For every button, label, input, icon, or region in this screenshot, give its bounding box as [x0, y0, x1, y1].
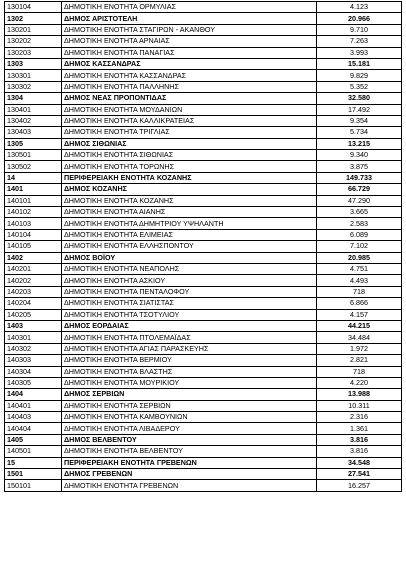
- code-cell: 140403: [5, 412, 62, 423]
- code-cell: 140202: [5, 275, 62, 286]
- table-row-total: [5, 434, 402, 445]
- table-row: [5, 309, 402, 320]
- value-cell: 7.102: [317, 241, 402, 252]
- code-cell: 130501: [5, 150, 62, 161]
- table-row: [5, 195, 402, 206]
- name-cell: ΔΗΜΟΤΙΚΗ ΕΝΟΤΗΤΑ ΜΟΥΔΑΝΙΩΝ: [62, 104, 317, 115]
- name-cell: ΔΗΜΟΤΙΚΗ ΕΝΟΤΗΤΑ ΕΛΛΗΣΠΟΝΤΟΥ: [62, 241, 317, 252]
- name-cell: ΔΗΜΟΤΙΚΗ ΕΝΟΤΗΤΑ ΤΡΙΓΛΙΑΣ: [62, 127, 317, 138]
- name-cell: ΔΗΜΟΤΙΚΗ ΕΝΟΤΗΤΑ ΑΓΙΑΣ ΠΑΡΑΣΚΕΥΗΣ: [62, 343, 317, 354]
- table-row-total: [5, 93, 402, 104]
- code-cell: 1501: [5, 469, 62, 480]
- value-cell: 66.729: [317, 184, 402, 195]
- value-cell: 20.966: [317, 13, 402, 24]
- name-cell: ΔΗΜΟΤΙΚΗ ΕΝΟΤΗΤΑ ΣΤΑΓΙΡΩΝ - ΑΚΑΝΘΟΥ: [62, 24, 317, 35]
- name-cell: ΔΗΜΟΣ ΒΟΪΟΥ: [62, 252, 317, 263]
- table-row: [5, 207, 402, 218]
- code-cell: 140305: [5, 377, 62, 388]
- code-cell: 140205: [5, 309, 62, 320]
- name-cell: ΔΗΜΟΤΙΚΗ ΕΝΟΤΗΤΑ ΠΕΝΤΑΛΟΦΟΥ: [62, 286, 317, 297]
- value-cell: 10.311: [317, 400, 402, 411]
- value-cell: 9.354: [317, 115, 402, 126]
- code-cell: 140104: [5, 229, 62, 240]
- name-cell: ΔΗΜΟΤΙΚΗ ΕΝΟΤΗΤΑ ΕΛΙΜΕΙΑΣ: [62, 229, 317, 240]
- code-cell: 130201: [5, 24, 62, 35]
- name-cell: ΔΗΜΟΤΙΚΗ ΕΝΟΤΗΤΑ ΒΛΑΣΤΗΣ: [62, 366, 317, 377]
- value-cell: 4.157: [317, 309, 402, 320]
- table-row-total: [5, 320, 402, 331]
- value-cell: 34.548: [317, 457, 402, 468]
- value-cell: 1.361: [317, 423, 402, 434]
- name-cell: ΔΗΜΟΤΙΚΗ ΕΝΟΤΗΤΑ ΚΑΜΒΟΥΝΙΩΝ: [62, 412, 317, 423]
- code-cell: 140304: [5, 366, 62, 377]
- value-cell: 718: [317, 366, 402, 377]
- table-row: [5, 332, 402, 343]
- table-row: [5, 400, 402, 411]
- value-cell: 9.829: [317, 70, 402, 81]
- table-row: [5, 24, 402, 35]
- code-cell: 1305: [5, 138, 62, 149]
- name-cell: ΔΗΜΟΤΙΚΗ ΕΝΟΤΗΤΑ ΠΑΝΑΓΙΑΣ: [62, 47, 317, 58]
- table-row: [5, 47, 402, 58]
- value-cell: 3.816: [317, 434, 402, 445]
- code-cell: 130203: [5, 47, 62, 58]
- code-cell: 130502: [5, 161, 62, 172]
- value-cell: 5.734: [317, 127, 402, 138]
- value-cell: 27.541: [317, 469, 402, 480]
- name-cell: ΔΗΜΟΤΙΚΗ ΕΝΟΤΗΤΑ ΔΗΜΗΤΡΙΟΥ ΥΨΗΛΑΝΤΗ: [62, 218, 317, 229]
- name-cell: ΔΗΜΟΤΙΚΗ ΕΝΟΤΗΤΑ ΜΟΥΡΙΚΙΟΥ: [62, 377, 317, 388]
- table-row-total: [5, 58, 402, 69]
- name-cell: ΔΗΜΟΤΙΚΗ ΕΝΟΤΗΤΑ ΑΣΚΙΟΥ: [62, 275, 317, 286]
- name-cell: ΔΗΜΟΤΙΚΗ ΕΝΟΤΗΤΑ ΒΕΡΜΙΟΥ: [62, 355, 317, 366]
- name-cell: ΔΗΜΟΣ ΣΕΡΒΙΩΝ: [62, 389, 317, 400]
- code-cell: 130104: [5, 2, 62, 13]
- name-cell: ΔΗΜΟΤΙΚΗ ΕΝΟΤΗΤΑ ΑΙΑΝΗΣ: [62, 207, 317, 218]
- name-cell: ΠΕΡΙΦΕΡΕΙΑΚΗ ΕΝΟΤΗΤΑ ΓΡΕΒΕΝΩΝ: [62, 457, 317, 468]
- code-cell: 130301: [5, 70, 62, 81]
- code-cell: 1302: [5, 13, 62, 24]
- table-row: [5, 161, 402, 172]
- name-cell: ΔΗΜΟΤΙΚΗ ΕΝΟΤΗΤΑ ΣΕΡΒΙΩΝ: [62, 400, 317, 411]
- name-cell: ΔΗΜΟΤΙΚΗ ΕΝΟΤΗΤΑ ΤΣΟΤΥΛΙΟΥ: [62, 309, 317, 320]
- name-cell: ΔΗΜΟΣ ΣΙΘΩΝΙΑΣ: [62, 138, 317, 149]
- table-row-total: [5, 172, 402, 183]
- table-row: [5, 218, 402, 229]
- value-cell: 2.316: [317, 412, 402, 423]
- name-cell: ΠΕΡΙΦΕΡΕΙΑΚΗ ΕΝΟΤΗΤΑ ΚΟΖΑΝΗΣ: [62, 172, 317, 183]
- table-row: [5, 366, 402, 377]
- code-cell: 140501: [5, 446, 62, 457]
- code-cell: 130402: [5, 115, 62, 126]
- value-cell: 6.866: [317, 298, 402, 309]
- code-cell: 150101: [5, 480, 62, 491]
- name-cell: ΔΗΜΟΤΙΚΗ ΕΝΟΤΗΤΑ ΚΑΣΣΑΝΔΡΑΣ: [62, 70, 317, 81]
- table-row-total: [5, 138, 402, 149]
- code-cell: 1303: [5, 58, 62, 69]
- name-cell: ΔΗΜΟΤΙΚΗ ΕΝΟΤΗΤΑ ΓΡΕΒΕΝΩΝ: [62, 480, 317, 491]
- value-cell: 34.484: [317, 332, 402, 343]
- table-row: [5, 343, 402, 354]
- table-body: [5, 2, 402, 492]
- value-cell: 16.257: [317, 480, 402, 491]
- value-cell: 5.352: [317, 81, 402, 92]
- code-cell: 1403: [5, 320, 62, 331]
- code-cell: 14: [5, 172, 62, 183]
- code-cell: 140302: [5, 343, 62, 354]
- code-cell: 140101: [5, 195, 62, 206]
- code-cell: 140103: [5, 218, 62, 229]
- code-cell: 140102: [5, 207, 62, 218]
- code-cell: 140404: [5, 423, 62, 434]
- code-cell: 1304: [5, 93, 62, 104]
- value-cell: 9.710: [317, 24, 402, 35]
- value-cell: 9.340: [317, 150, 402, 161]
- code-cell: 140105: [5, 241, 62, 252]
- value-cell: 3.665: [317, 207, 402, 218]
- code-cell: 140203: [5, 286, 62, 297]
- value-cell: 3.875: [317, 161, 402, 172]
- table-row: [5, 446, 402, 457]
- value-cell: 13.988: [317, 389, 402, 400]
- table-row: [5, 412, 402, 423]
- name-cell: ΔΗΜΟΣ ΕΟΡΔΑΙΑΣ: [62, 320, 317, 331]
- name-cell: ΔΗΜΟΤΙΚΗ ΕΝΟΤΗΤΑ ΠΤΟΛΕΜΑΪΔΑΣ: [62, 332, 317, 343]
- value-cell: 44.215: [317, 320, 402, 331]
- value-cell: 2.583: [317, 218, 402, 229]
- value-cell: 4.493: [317, 275, 402, 286]
- table-row-total: [5, 389, 402, 400]
- name-cell: ΔΗΜΟΤΙΚΗ ΕΝΟΤΗΤΑ ΝΕΑΠΟΛΗΣ: [62, 263, 317, 274]
- table-row: [5, 263, 402, 274]
- code-cell: 140201: [5, 263, 62, 274]
- code-cell: 1405: [5, 434, 62, 445]
- value-cell: 3.816: [317, 446, 402, 457]
- name-cell: ΔΗΜΟΤΙΚΗ ΕΝΟΤΗΤΑ ΣΙΑΤΙΣΤΑΣ: [62, 298, 317, 309]
- value-cell: 20.985: [317, 252, 402, 263]
- code-cell: 130302: [5, 81, 62, 92]
- value-cell: 13.215: [317, 138, 402, 149]
- code-cell: 130202: [5, 36, 62, 47]
- table-row: [5, 377, 402, 388]
- name-cell: ΔΗΜΟΤΙΚΗ ΕΝΟΤΗΤΑ ΚΟΖΑΝΗΣ: [62, 195, 317, 206]
- name-cell: ΔΗΜΟΤΙΚΗ ΕΝΟΤΗΤΑ ΠΑΛΛΗΝΗΣ: [62, 81, 317, 92]
- table-row: [5, 115, 402, 126]
- code-cell: 1401: [5, 184, 62, 195]
- code-cell: 140301: [5, 332, 62, 343]
- table-row: [5, 229, 402, 240]
- value-cell: 4.751: [317, 263, 402, 274]
- table-row: [5, 298, 402, 309]
- code-cell: 1404: [5, 389, 62, 400]
- name-cell: ΔΗΜΟΤΙΚΗ ΕΝΟΤΗΤΑ ΣΙΘΩΝΙΑΣ: [62, 150, 317, 161]
- value-cell: 6.089: [317, 229, 402, 240]
- table-row: [5, 104, 402, 115]
- table-row: [5, 275, 402, 286]
- table-row: [5, 36, 402, 47]
- name-cell: ΔΗΜΟΤΙΚΗ ΕΝΟΤΗΤΑ ΤΟΡΩΝΗΣ: [62, 161, 317, 172]
- code-cell: 140401: [5, 400, 62, 411]
- name-cell: ΔΗΜΟΣ ΝΕΑΣ ΠΡΟΠΟΝΤΙΔΑΣ: [62, 93, 317, 104]
- table-row-total: [5, 13, 402, 24]
- table-row: [5, 480, 402, 491]
- name-cell: ΔΗΜΟΤΙΚΗ ΕΝΟΤΗΤΑ ΑΡΝΑΙΑΣ: [62, 36, 317, 47]
- value-cell: 1.972: [317, 343, 402, 354]
- code-cell: 15: [5, 457, 62, 468]
- name-cell: ΔΗΜΟΣ ΒΕΛΒΕΝΤΟΥ: [62, 434, 317, 445]
- code-cell: 130401: [5, 104, 62, 115]
- table-row-total: [5, 184, 402, 195]
- name-cell: ΔΗΜΟΤΙΚΗ ΕΝΟΤΗΤΑ ΛΙΒΑΔΕΡΟΥ: [62, 423, 317, 434]
- value-cell: 149.733: [317, 172, 402, 183]
- code-cell: 1402: [5, 252, 62, 263]
- name-cell: ΔΗΜΟΤΙΚΗ ΕΝΟΤΗΤΑ ΒΕΛΒΕΝΤΟΥ: [62, 446, 317, 457]
- name-cell: ΔΗΜΟΤΙΚΗ ΕΝΟΤΗΤΑ ΟΡΜΥΛΙΑΣ: [62, 2, 317, 13]
- table-row: [5, 127, 402, 138]
- value-cell: 4.123: [317, 2, 402, 13]
- table-row: [5, 81, 402, 92]
- code-cell: 130403: [5, 127, 62, 138]
- value-cell: 2.821: [317, 355, 402, 366]
- code-cell: 140204: [5, 298, 62, 309]
- name-cell: ΔΗΜΟΣ ΓΡΕΒΕΝΩΝ: [62, 469, 317, 480]
- table-row-total: [5, 457, 402, 468]
- table-row: [5, 241, 402, 252]
- value-cell: 15.181: [317, 58, 402, 69]
- value-cell: 718: [317, 286, 402, 297]
- table-row-total: [5, 469, 402, 480]
- value-cell: 32.580: [317, 93, 402, 104]
- table-row: [5, 286, 402, 297]
- name-cell: ΔΗΜΟΣ ΚΑΣΣΑΝΔΡΑΣ: [62, 58, 317, 69]
- value-cell: 47.290: [317, 195, 402, 206]
- table-row: [5, 423, 402, 434]
- table-row-total: [5, 252, 402, 263]
- value-cell: 4.220: [317, 377, 402, 388]
- code-cell: 140303: [5, 355, 62, 366]
- table-row: [5, 355, 402, 366]
- table-row: [5, 150, 402, 161]
- population-table: [4, 1, 402, 492]
- name-cell: ΔΗΜΟΣ ΚΟΖΑΝΗΣ: [62, 184, 317, 195]
- table-row: [5, 70, 402, 81]
- name-cell: ΔΗΜΟΣ ΑΡΙΣΤΟΤΕΛΗ: [62, 13, 317, 24]
- value-cell: 17.492: [317, 104, 402, 115]
- value-cell: 7.263: [317, 36, 402, 47]
- value-cell: 3.993: [317, 47, 402, 58]
- table-row: [5, 2, 402, 13]
- name-cell: ΔΗΜΟΤΙΚΗ ΕΝΟΤΗΤΑ ΚΑΛΛΙΚΡΑΤΕΙΑΣ: [62, 115, 317, 126]
